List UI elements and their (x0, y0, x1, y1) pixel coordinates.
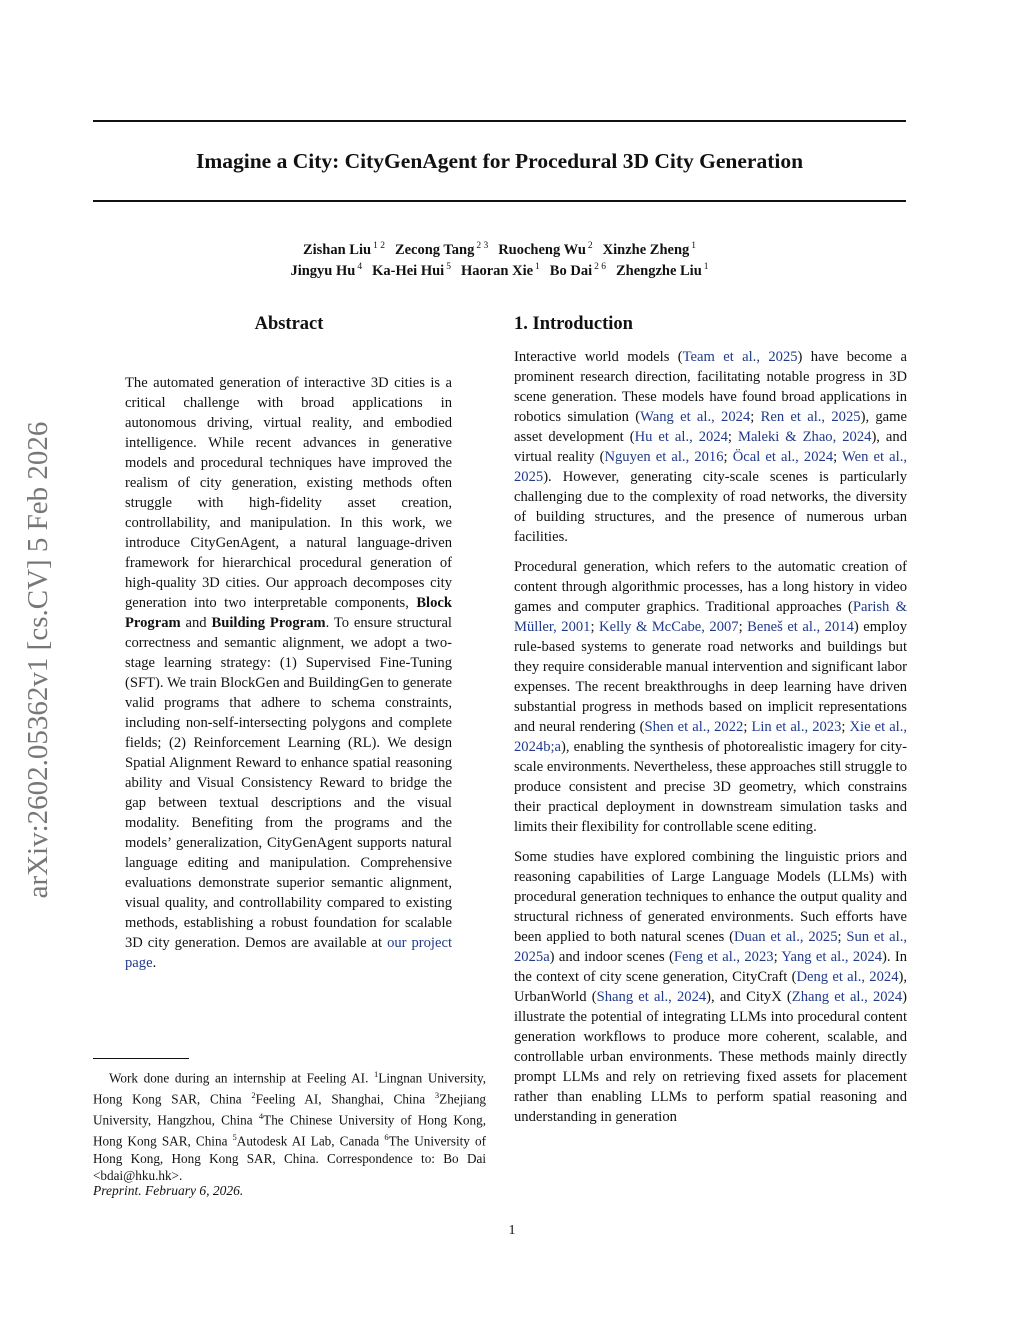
author-affiliation: 1 (691, 241, 697, 251)
intro-text: ) illustrate the potential of integrating LLMs into procedural content generation workflows to produce more coherent, scalable, and controllable urban environments. These methods mainly directly prompt LLMs and rely on retrieving fixed assets for placement rather than enabling LLMs to perform spatial reasoning and understanding in generation (514, 989, 908, 1125)
author-affiliation: 5 (446, 262, 451, 272)
intro-text: ) have become a prominent research direction, facilitating notable progress in 3D scene generation. These models have found broad applications in robotics simulation ( (514, 349, 907, 425)
intro-text: ; (833, 449, 843, 465)
author-name: Zecong Tang $^{2 3}$ (394, 241, 489, 258)
intro-text: ; (723, 449, 733, 465)
intro-text: ), UrbanWorld ( (514, 969, 908, 1005)
citation-link[interactable]: Parish & Müller, 2001 (514, 599, 907, 635)
intro-text: ). In the context of city scene generation, CityCraft ( (514, 949, 907, 985)
author-list-line-2 (93, 257, 906, 281)
author-name: Zhengzhe Liu $^1$ (615, 262, 709, 279)
citation-link[interactable]: Maleki & Zhao, 2024 (737, 429, 872, 445)
author-affiliation: 2 6 (594, 262, 606, 272)
citation-link[interactable]: Hu et al., 2024 (634, 429, 728, 445)
citation-link[interactable]: Ren et al., 2025 (760, 409, 861, 425)
page-number: 1 (508, 1223, 516, 1238)
author-name: Zishan Liu $^{1 2}$ (302, 241, 385, 258)
citation-link[interactable]: Öcal et al., 2024 (732, 449, 834, 465)
intro-text: ) and indoor scenes ( (549, 949, 674, 965)
intro-text: ; (837, 929, 847, 945)
intro-text: ). However, generating city-scale scenes is particularly challenging due to the complexity of road networks, the diversity of building structures, and the presence of numerous urban facilities. (514, 469, 907, 545)
citation-link[interactable]: Wen et al., 2025 (514, 449, 907, 485)
author-affiliation: 4 (357, 262, 363, 272)
intro-text: ; (750, 409, 761, 425)
citation-link[interactable]: Wang et al., 2024 (640, 409, 751, 425)
footnote-text: Work done during an internship at Feeling AI. (109, 1070, 375, 1086)
abstract-text: The automated generation of interactive 3D cities is a critical challenge with broad applications in autonomous driving, virtual reality, and embodied intelligence. While recent advances in generative models and procedural techniques have improved the realism of city generation, existing methods often struggle with high-fidelity asset creation, controllability, and manipulation. In this work, we introduce CityGenAgent, a natural language-driven framework for hierarchical procedural generation of high-quality 3D cities. Our approach decomposes city generation into two interpretable components, (125, 375, 452, 611)
abstract-text: and (180, 615, 212, 631)
author-affiliation: 1 2 (373, 241, 385, 251)
citation-link[interactable]: Feng et al., 2023 (673, 949, 774, 965)
footnote-affiliation-marker: 6 (384, 1131, 389, 1142)
intro-text: ), and CityX ( (706, 989, 792, 1005)
footnote-rule (93, 1058, 189, 1059)
intro-text: ), game asset development ( (514, 409, 907, 445)
intro-text: ), enabling the synthesis of photorealistic imagery for city-scale environments. Nevertheless, these approaches still struggle to produce consistent and precise 3D geometry, which constrains their practical deployment in downstream simulation tasks and limits their flexibility for controllable scene editing. (514, 739, 907, 835)
author-affiliation: 1 (535, 262, 540, 272)
intro-paragraph (514, 347, 907, 547)
author-affiliation: 2 (587, 241, 593, 251)
citation-link[interactable]: Shen et al., 2022 (644, 719, 744, 735)
paper-title: Imagine a City: CityGenAgent for Procedural 3D City Generation (195, 149, 804, 173)
footnote-text: The Chinese University of Hong Kong, Hong Kong SAR, China (93, 1112, 486, 1149)
citation-link[interactable]: Yang et al., 2024 (781, 949, 883, 965)
citation-link[interactable]: Beneš et al., 2014 (747, 619, 854, 635)
citation-link[interactable]: Sun et al., 2025a (514, 929, 908, 965)
author-name: Ruocheng Wu $^2$ (498, 241, 593, 258)
footnote-text: Lingnan University, Hong Kong SAR, China (93, 1070, 486, 1107)
citation-link[interactable]: Nguyen et al., 2016 (604, 449, 724, 465)
intro-text: ; (773, 949, 782, 965)
preprint-note: Preprint. February 6, 2026. (93, 1183, 244, 1198)
intro-text: Some studies have explored combining the linguistic priors and reasoning capabilities of Large Language Models (LLMs) with procedural generation techniques to enhance the output quality and structural richness of generated environments. Such efforts have been applied to both natural scenes ( (514, 849, 907, 945)
citation-link[interactable]: Shang et al., 2024 (596, 989, 707, 1005)
intro-paragraph (514, 557, 907, 837)
author-affiliation: 2 3 (476, 241, 489, 251)
title-rule-top (93, 120, 906, 122)
author-name: Bo Dai $^{2 6}$ (549, 262, 606, 279)
footnote-affiliation-marker: 2 (251, 1089, 256, 1100)
author-name: Haoran Xie $^1$ (460, 262, 540, 279)
intro-text: ; (738, 619, 748, 635)
affiliations-footnote (93, 1066, 486, 1185)
intro-text: Procedural generation, which refers to the automatic creation of content through algorithmic processes, has a long history in video games and computer graphics. Traditional approaches ( (514, 559, 907, 615)
footnote-text: Autodesk AI Lab, Canada (236, 1133, 385, 1149)
abstract-heading: Abstract (254, 314, 324, 334)
citation-link[interactable]: Duan et al., 2025 (733, 929, 838, 945)
citation-link[interactable]: Team et al., 2025 (682, 349, 798, 365)
footnote-text: Zhejiang University, Hangzhou, China (93, 1091, 487, 1128)
footnote-affiliation-marker: 4 (258, 1110, 264, 1121)
citation-link[interactable]: Deng et al., 2024 (796, 969, 899, 985)
introduction-heading: 1. Introduction (514, 314, 633, 334)
author-name: Xinzhe Zheng $^1$ (602, 241, 697, 258)
abstract-body (125, 373, 452, 973)
intro-paragraph (514, 847, 907, 1127)
abstract-bold-building-program: Building Program (211, 615, 326, 631)
footnote-affiliation-marker: 3 (434, 1089, 440, 1100)
footnote-text: The University of Hong Kong, Hong Kong SAR, China. Correspondence to: Bo Dai <bdai@hku.hk>. (93, 1133, 487, 1184)
abstract-text: . To ensure structural correctness and semantic alignment, we adopt a two-stage learning strategy: (1) Supervised Fine-Tuning (SFT). We train BlockGen and BuildingGen to generate valid programs that adhere to schema constraints, including non-self-intersecting polygons and complete fields; (2) Reinforcement Learning (RL). We design Spatial Alignment Reward to enhance spatial reasoning ability and Visual Consistency Reward to bridge the gap between textual descriptions and the visual modality. Benefiting from the programs and the models’ generalization, CityGenAgent supports natural language editing and manipulation. Comprehensive evaluations demonstrate superior semantic alignment, visual quality, and controllability compared to existing methods, establishing a robust foundation for scalable 3D city generation. Demos are available at (125, 615, 452, 951)
intro-text: Interactive world models ( (514, 349, 683, 365)
arxiv-identifier: arXiv:2602.05362v1 [cs.CV] 5 Feb 2026 (22, 421, 54, 899)
citation-link[interactable]: Lin et al., 2023 (751, 719, 842, 735)
citation-link[interactable]: Kelly & McCabe, 2007 (599, 619, 739, 635)
intro-text: ) employ rule-based systems to generate road networks and buildings but they require considerable manual intervention and significant labor expenses. The recent breakthroughs in deep learning have driven substantial progress in methods based on implicit representations and neural rendering ( (514, 619, 908, 735)
author-name: Ka-Hei Hui $^5$ (372, 262, 451, 279)
project-page-link[interactable]: our project page (125, 935, 452, 971)
introduction-body (514, 347, 907, 1137)
author-affiliation: 1 (703, 262, 709, 272)
intro-text: ; (590, 619, 600, 635)
footnote-text: Feeling AI, Shanghai, China (255, 1091, 435, 1107)
footnote-affiliation-marker: 1 (374, 1069, 379, 1079)
footnote-affiliation-marker: 5 (232, 1131, 237, 1142)
title-rule-bottom (93, 200, 906, 202)
abstract-bold-block-program: Block Program (125, 595, 452, 631)
citation-link[interactable]: Xie et al., 2024b;a (514, 719, 908, 755)
citation-link[interactable]: Zhang et al., 2024 (791, 989, 903, 1005)
intro-text: ; (841, 719, 850, 735)
intro-text: ; (727, 429, 738, 445)
abstract-text: . (152, 955, 157, 971)
intro-text: ; (743, 719, 752, 735)
author-name: Jingyu Hu $^4$ (290, 262, 363, 279)
intro-text: ), and virtual reality ( (514, 429, 907, 465)
